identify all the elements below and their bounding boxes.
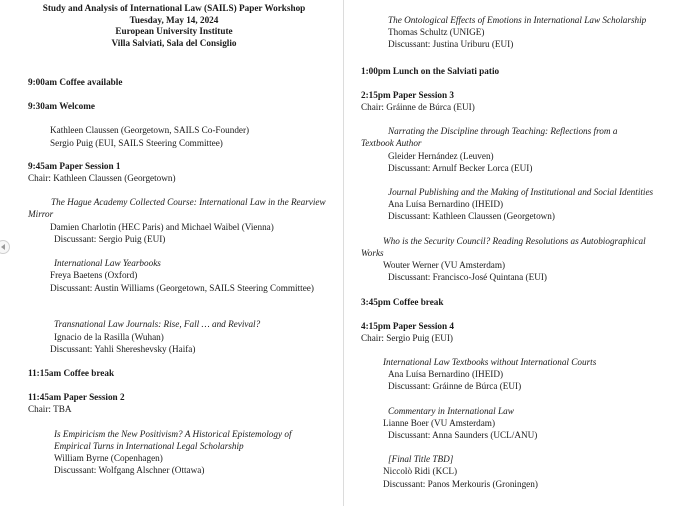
- session-4-paper-1-discussant: Discussant: Gráinne de Búrca (EUI): [388, 381, 522, 391]
- left-column: [28, 3, 328, 475]
- lunch: 1:00pm Lunch on the Salviati patio: [361, 66, 500, 76]
- session-3-paper-2-discussant: Discussant: Kathleen Claussen (Georgetown): [388, 211, 555, 221]
- continued-paper-discussant: Discussant: Justina Uriburu (EUI): [388, 39, 514, 49]
- session-1-paper-2-author: Freya Baetens (Oxford): [50, 270, 138, 280]
- session-4-paper-3-title: [Final Title TBD]: [388, 454, 454, 464]
- session-1-paper-1-title: The Hague Academy Collected Course: International Law in the Rearview Mirror: [28, 197, 326, 219]
- session-1-paper-1-discussant: Discussant: Sergio Puig (EUI): [54, 234, 166, 244]
- welcome-heading: 9:30am Welcome: [28, 101, 95, 111]
- session-2-paper-1-author: William Byrne (Copenhagen): [54, 453, 163, 463]
- session-4-chair: Chair: Sergio Puig (EUI): [361, 333, 453, 343]
- session-3-paper-3-discussant: Discussant: Francisco-José Quintana (EUI): [388, 272, 547, 282]
- session-4-paper-2-author: Lianne Boer (VU Amsterdam): [383, 418, 496, 428]
- session-1-chair: Chair: Kathleen Claussen (Georgetown): [28, 173, 176, 183]
- session-4-paper-3-discussant: Discussant: Panos Merkouris (Groningen): [383, 479, 538, 489]
- session-3-heading: 2:15pm Paper Session 3: [361, 90, 454, 100]
- session-4-paper-3-author: Niccolò Ridi (KCL): [383, 466, 457, 476]
- session-4-heading: 4:15pm Paper Session 4: [361, 321, 454, 331]
- session-4-paper-1-author: Ana Luísa Bernardino (IHEID): [388, 369, 504, 379]
- workshop-header: [28, 3, 320, 49]
- session-2-heading: 11:45am Paper Session 2: [28, 392, 125, 402]
- session-3-chair: Chair: Gráinne de Búrca (EUI): [361, 102, 475, 112]
- session-1-paper-3-author: Ignacio de la Rasilla (Wuhan): [54, 332, 164, 342]
- continued-paper-title: The Ontological Effects of Emotions in International Law Scholarship: [388, 15, 647, 25]
- welcome-speaker-1: Kathleen Claussen (Georgetown, SAILS Co-Founder): [50, 125, 250, 135]
- session-2-paper-1-discussant: Discussant: Wolfgang Alschner (Ottawa): [54, 465, 205, 475]
- session-3-paper-2-title: Journal Publishing and the Making of Institutional and Social Identities: [388, 187, 654, 197]
- session-1-paper-2-discussant: Discussant: Austin Williams (Georgetown, SAILS Steering Committee): [50, 283, 314, 293]
- session-3-paper-1-discussant: Discussant: Arnulf Becker Lorca (EUI): [388, 163, 533, 173]
- session-3-paper-1-title: Narrating the Discipline through Teaching: Reflections from a Textbook Author: [361, 126, 618, 148]
- header-institution: European University Institute: [115, 26, 233, 36]
- session-1-paper-2-title: International Law Yearbooks: [54, 258, 161, 268]
- session-1-paper-3-title: Transnational Law Journals: Rise, Fall … and Revival?: [54, 319, 261, 329]
- welcome-speaker-2: Sergio Puig (EUI, SAILS Steering Committee): [50, 138, 223, 148]
- session-2-paper-1-title: Is Empiricism the New Positivism? A Historical Epistemology of Empirical Turns in International Legal Scholarship: [54, 429, 292, 451]
- session-1-paper-1-authors: Damien Charlotin (HEC Paris) and Michael Waibel (Vienna): [50, 222, 274, 232]
- session-1-heading: 9:45am Paper Session 1: [28, 161, 121, 171]
- column-divider: [343, 0, 344, 506]
- coffee-available: 9:00am Coffee available: [28, 77, 123, 87]
- session-2-chair: Chair: TBA: [28, 404, 72, 414]
- session-3-paper-2-author: Ana Luísa Bernardino (IHEID): [388, 199, 504, 209]
- header-date: Tuesday, May 14, 2024: [129, 14, 219, 25]
- header-title: Study and Analysis of International Law (SAILS) Paper Workshop: [42, 3, 306, 13]
- session-4-paper-2-discussant: Discussant: Anna Saunders (UCL/ANU): [388, 430, 538, 440]
- session-3-paper-3-author: Wouter Werner (VU Amsterdam): [383, 260, 506, 270]
- previous-page-arrow-icon[interactable]: [0, 240, 10, 254]
- session-3-paper-3-title: Who is the Security Council? Reading Resolutions as Autobiographical Works: [361, 236, 646, 258]
- continued-paper-author: Thomas Schultz (UNIGE): [388, 27, 485, 37]
- coffee-break-2: 3:45pm Coffee break: [361, 297, 444, 307]
- coffee-break-1: 11:15am Coffee break: [28, 368, 115, 378]
- session-3-paper-1-author: Gleider Hernández (Leuven): [388, 151, 494, 161]
- session-4-paper-1-title: International Law Textbooks without International Courts: [383, 357, 597, 367]
- session-4-paper-2-title: Commentary in International Law: [388, 406, 514, 416]
- session-1-paper-3-discussant: Discussant: Yahli Shereshevsky (Haifa): [50, 344, 196, 354]
- header-venue: Villa Salviati, Sala del Consiglio: [111, 37, 237, 48]
